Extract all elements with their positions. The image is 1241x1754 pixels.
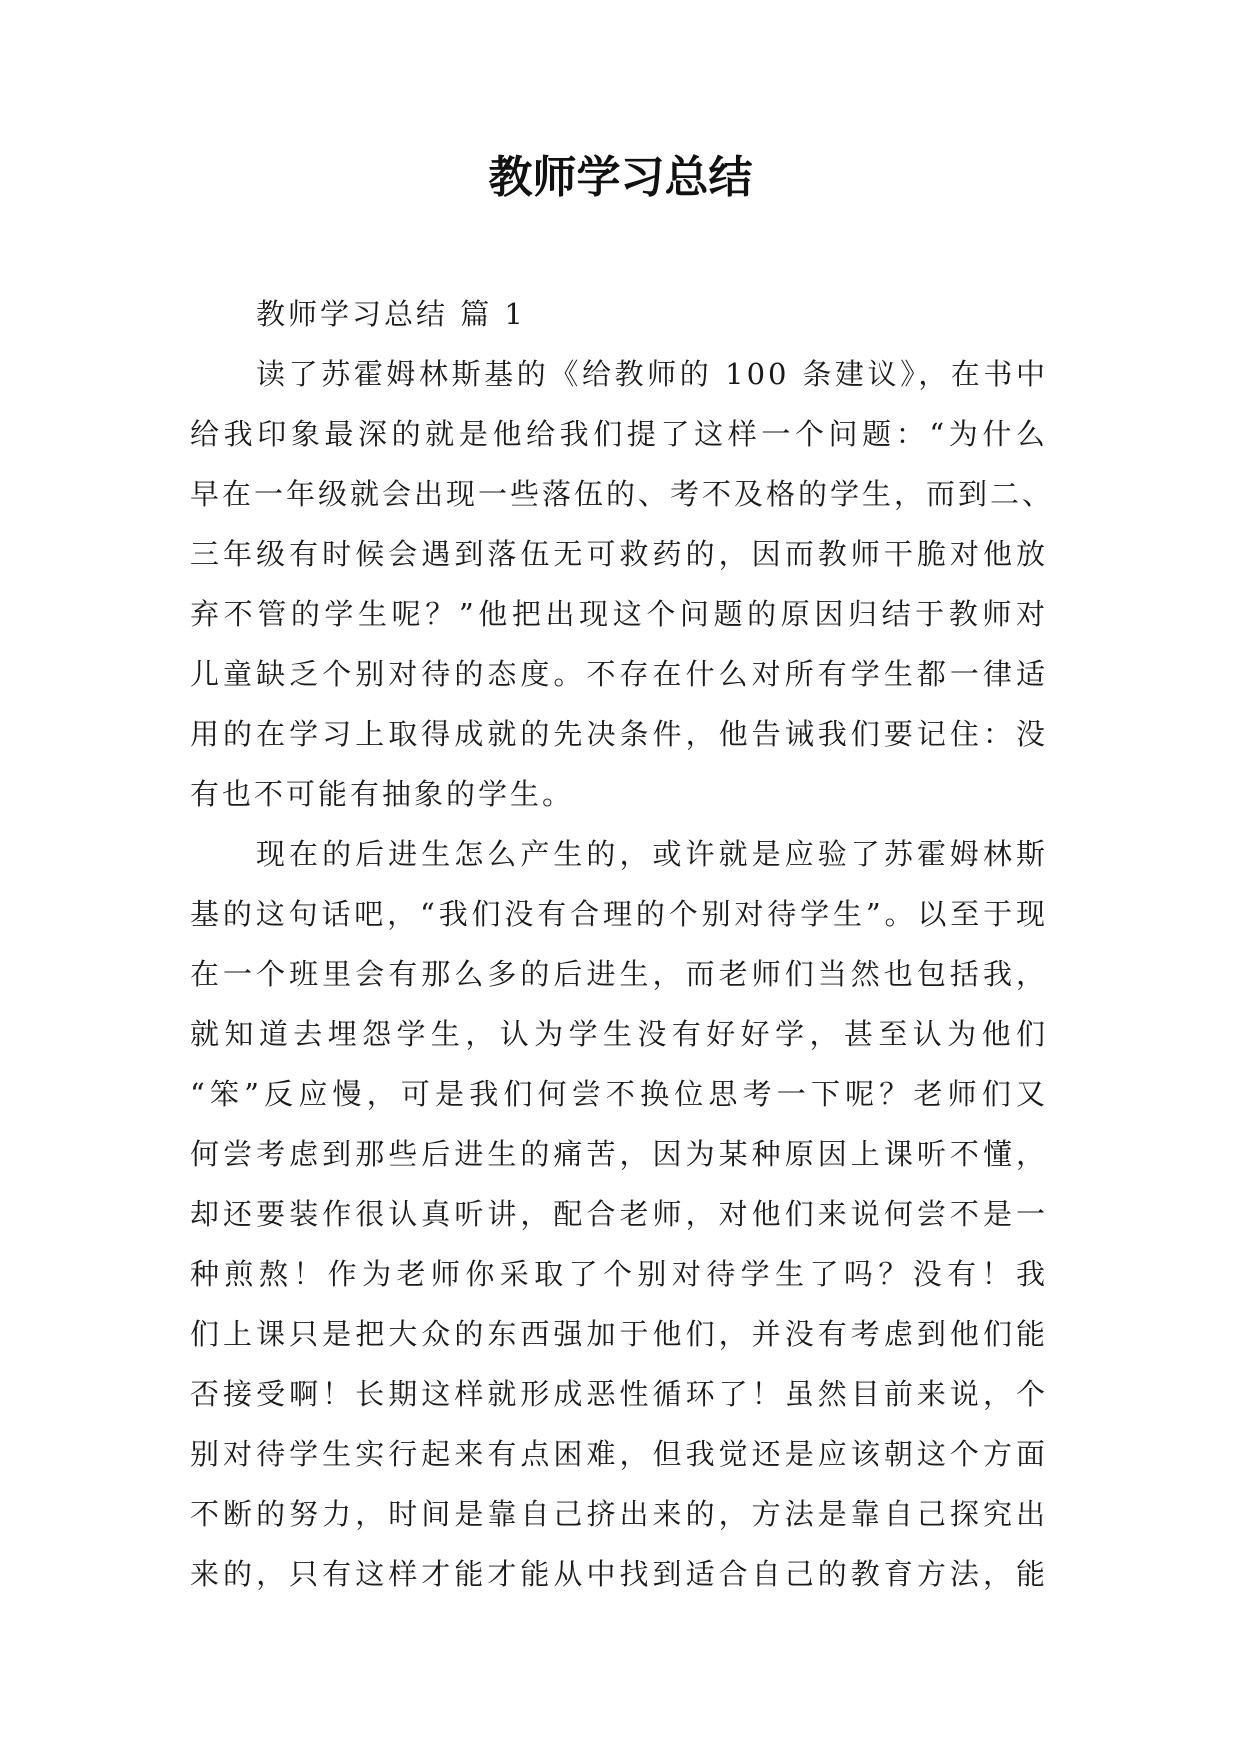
- document-title: 教师学习总结: [488, 152, 753, 203]
- paragraph-line: 却还要装作很认真听讲，配合老师，对他们来说何尝不是一: [190, 1197, 1048, 1231]
- paragraph-line: 弃不管的学生呢？”他把出现这个问题的原因归结于教师对: [190, 597, 1048, 631]
- section-heading: 教师学习总结 篇 1: [256, 297, 526, 331]
- paragraph-line: 儿童缺乏个别对待的态度。不存在什么对所有学生都一律适: [190, 657, 1048, 691]
- paragraph-line: 来的，只有这样才能才能从中找到适合自己的教育方法，能: [190, 1557, 1048, 1591]
- paragraph-line: 种煎熬！作为老师你采取了个别对待学生了吗？没有！我: [190, 1257, 1048, 1291]
- paragraph-line: 在一个班里会有那么多的后进生，而老师们当然也包括我，: [190, 957, 1048, 991]
- paragraph-line: 不断的努力，时间是靠自己挤出来的，方法是靠自己探究出: [190, 1497, 1048, 1531]
- paragraph-1: [190, 344, 1055, 824]
- paragraph-2: [190, 824, 1048, 1604]
- paragraph-line: 否接受啊！长期这样就形成恶性循环了！虽然目前来说，个: [190, 1377, 1048, 1411]
- paragraph-line: 三年级有时候会遇到落伍无可救药的，因而教师干脆对他放: [190, 537, 1048, 571]
- paragraph-line: 现在的后进生怎么产生的，或许就是应验了苏霍姆林斯: [256, 837, 1048, 871]
- paragraph-line: 就知道去埋怨学生，认为学生没有好好学，甚至认为他们: [190, 1017, 1048, 1051]
- paragraph-line: 有也不可能有抽象的学生。: [190, 777, 575, 811]
- paragraph-line: 基的这句话吧，“我们没有合理的个别对待学生”。以至于现: [190, 897, 1048, 931]
- paragraph-line: 别对待学生实行起来有点困难，但我觉还是应该朝这个方面: [190, 1437, 1048, 1471]
- document-body: [190, 284, 1055, 1604]
- paragraph-line: 读了苏霍姆林斯基的《给教师的 100 条建议》，在书中: [256, 357, 1048, 391]
- paragraph-line: 给我印象最深的就是他给我们提了这样一个问题：“为什么: [190, 417, 1048, 451]
- paragraph-line: 们上课只是把大众的东西强加于他们，并没有考虑到他们能: [190, 1317, 1048, 1351]
- paragraph-line: 何尝考虑到那些后进生的痛苦，因为某种原因上课听不懂，: [190, 1137, 1048, 1171]
- paragraph-line: 早在一年级就会出现一些落伍的、考不及格的学生，而到二、: [190, 477, 1055, 511]
- paragraph-line: “笨”反应慢，可是我们何尝不换位思考一下呢？老师们又: [190, 1077, 1048, 1111]
- paragraph-line: 用的在学习上取得成就的先决条件，他告诫我们要记住：没: [190, 717, 1048, 751]
